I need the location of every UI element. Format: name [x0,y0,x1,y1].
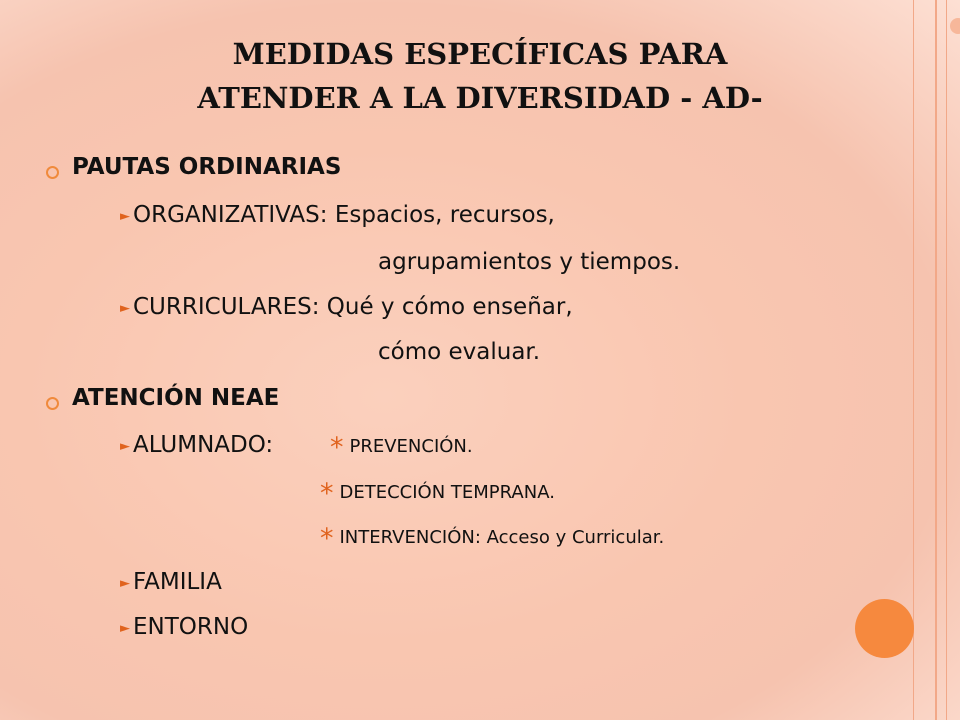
item-label: ALUMNADO: [133,432,274,458]
circle-bullet-icon [46,166,59,179]
decorative-circle-orange [855,599,914,658]
sub-item-intervencion [320,519,665,554]
list-item-entorno [120,614,248,640]
list-item-continuation: cómo evaluar. [378,339,541,365]
section-heading-pautas: PAUTAS ORDINARIAS [72,154,342,180]
sub-item-prevencion [330,428,473,463]
sub-item-label: INTERVENCIÓN: Acceso y Curricular. [339,527,665,548]
asterisk-icon: * [330,432,344,463]
sub-item-label: PREVENCIÓN. [349,436,473,457]
triangle-bullet-icon: ► [120,621,130,636]
list-item-organizativas [120,202,555,228]
item-label: FAMILIA [133,569,222,595]
asterisk-icon: * [320,523,334,554]
triangle-bullet-icon: ► [120,301,130,316]
list-item-alumnado [120,432,273,458]
title-line-2: ATENDER A LA DIVERSIDAD - AD- [197,81,763,115]
list-item-familia [120,569,222,595]
triangle-bullet-icon: ► [120,209,130,224]
item-label: ENTORNO [133,614,249,640]
section-heading-neae: ATENCIÓN NEAE [72,385,280,411]
circle-bullet-icon [46,397,59,410]
list-item-continuation: agrupamientos y tiempos. [378,249,681,275]
triangle-bullet-icon: ► [120,576,130,591]
item-label: CURRICULARES: Qué y cómo enseñar, [133,294,573,320]
item-label: ORGANIZATIVAS: Espacios, recursos, [133,202,555,228]
triangle-bullet-icon: ► [120,439,130,454]
asterisk-icon: * [320,478,334,509]
sub-item-deteccion [320,474,555,509]
slide-title [0,32,960,120]
list-item-curriculares [120,294,573,320]
title-line-1: MEDIDAS ESPECÍFICAS PARA [232,37,728,71]
sub-item-label: DETECCIÓN TEMPRANA. [339,482,555,503]
